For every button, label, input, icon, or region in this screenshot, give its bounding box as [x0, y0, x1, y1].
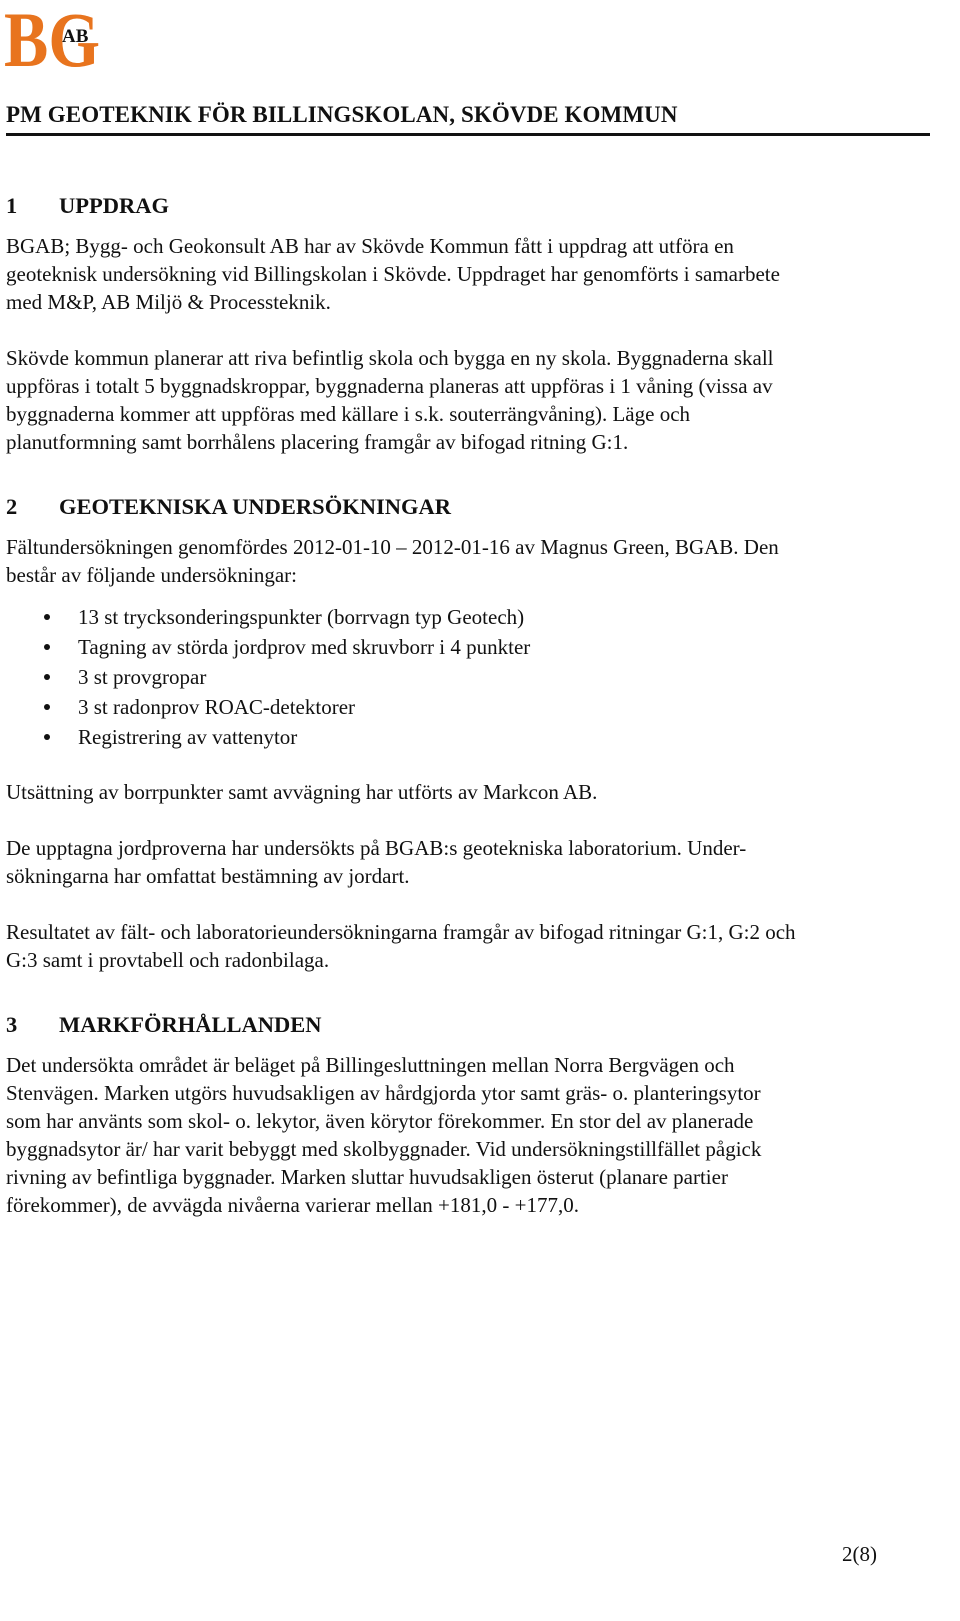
section-2-heading: [6, 494, 451, 520]
text-line: Det undersökta området är beläget på Billingesluttningen mellan Norra Bergvägen och: [6, 1053, 735, 1077]
logo-letter-b: BG: [4, 4, 100, 70]
section-3-heading: [6, 1012, 322, 1038]
text-line: med M&P, AB Miljö & Processteknik.: [6, 290, 331, 314]
logo-letters-ab: AB: [62, 26, 89, 47]
section-number: 3: [6, 1012, 18, 1037]
list-item: [6, 722, 530, 752]
text-line: Utsättning av borrpunkter samt avvägning har utförts av Markcon AB.: [6, 780, 598, 804]
list-item: [6, 662, 530, 692]
list-item-text: Tagning av störda jordprov med skruvborr i 4 punkter: [78, 635, 531, 659]
paragraph: [6, 344, 936, 456]
text-line: sökningarna har omfattat bestämning av jordart.: [6, 864, 410, 888]
section-number: 1: [6, 193, 18, 218]
section-number: 2: [6, 494, 18, 519]
section-title: GEOTEKNISKA UNDERSÖKNINGAR: [59, 494, 451, 519]
text-line: Stenvägen. Marken utgörs huvudsakligen av hårdgjorda ytor samt gräs- o. planteringsytor: [6, 1081, 761, 1105]
page-number: 2(8): [842, 1542, 877, 1566]
bullet-icon: [44, 614, 50, 620]
bullet-icon: [44, 704, 50, 710]
text-line: Resultatet av fält- och laboratorieundersökningarna framgår av bifogad ritningar G:1, G:2 och: [6, 920, 796, 944]
list-item: [6, 692, 530, 722]
text-line: De upptagna jordproverna har undersökts på BGAB:s geotekniska laboratorium. Under-: [6, 836, 747, 860]
bullet-icon: [44, 644, 50, 650]
text-line: byggnaderna kommer att uppföras med källare i s.k. souterrängvåning). Läge och: [6, 402, 691, 426]
paragraph: [6, 834, 936, 890]
company-logo: [4, 4, 104, 70]
paragraph: [6, 1051, 936, 1219]
text-line: rivning av befintliga byggnader. Marken sluttar huvudsakligen österut (planare partier: [6, 1165, 728, 1189]
paragraph: [6, 918, 936, 974]
text-line: planutformning samt borrhålens placering framgår av bifogad ritning G:1.: [6, 430, 629, 454]
text-line: geoteknisk undersökning vid Billingskolan i Skövde. Uppdraget har genomförts i samarbete: [6, 262, 780, 286]
paragraph: [6, 778, 936, 806]
text-line: G:3 samt i provtabell och radonbilaga.: [6, 948, 330, 972]
text-line: BGAB; Bygg- och Geokonsult AB har av Skövde Kommun fått i uppdrag att utföra en: [6, 234, 734, 258]
section-title: UPPDRAG: [59, 193, 169, 218]
text-line: består av följande undersökningar:: [6, 563, 297, 587]
list-item-text: 3 st radonprov ROAC-detektorer: [78, 695, 356, 719]
section-1-heading: [6, 193, 169, 219]
section-title: MARKFÖRHÅLLANDEN: [59, 1012, 322, 1037]
title-divider: [6, 133, 930, 136]
text-line: Skövde kommun planerar att riva befintlig skola och bygga en ny skola. Byggnaderna skall: [6, 346, 774, 370]
paragraph: [6, 232, 936, 316]
list-item-text: 3 st provgropar: [78, 665, 207, 689]
bullet-icon: [44, 674, 50, 680]
document-title: PM GEOTEKNIK FÖR BILLINGSKOLAN, SKÖVDE KOMMUN: [6, 102, 678, 127]
text-line: Fältundersökningen genomfördes 2012-01-10 – 2012-01-16 av Magnus Green, BGAB. Den: [6, 535, 779, 559]
investigation-list: [6, 602, 530, 752]
text-line: förekommer), de avvägda nivåerna varierar mellan +181,0 - +177,0.: [6, 1193, 579, 1217]
bullet-icon: [44, 734, 50, 740]
list-item: [6, 602, 530, 632]
paragraph: [6, 533, 936, 589]
text-line: byggnadsytor är/ har varit bebyggt med skolbyggnader. Vid undersökningstillfället pågick: [6, 1137, 762, 1161]
text-line: uppföras i totalt 5 byggnadskroppar, byggnaderna planeras att uppföras i 1 våning (vissa av: [6, 374, 773, 398]
text-line: som har använts som skol- o. lekytor, även körytor förekommer. En stor del av planerade: [6, 1109, 754, 1133]
list-item-text: 13 st trycksonderingspunkter (borrvagn typ Geotech): [78, 605, 525, 629]
list-item-text: Registrering av vattenytor: [78, 725, 298, 749]
list-item: [6, 632, 530, 662]
